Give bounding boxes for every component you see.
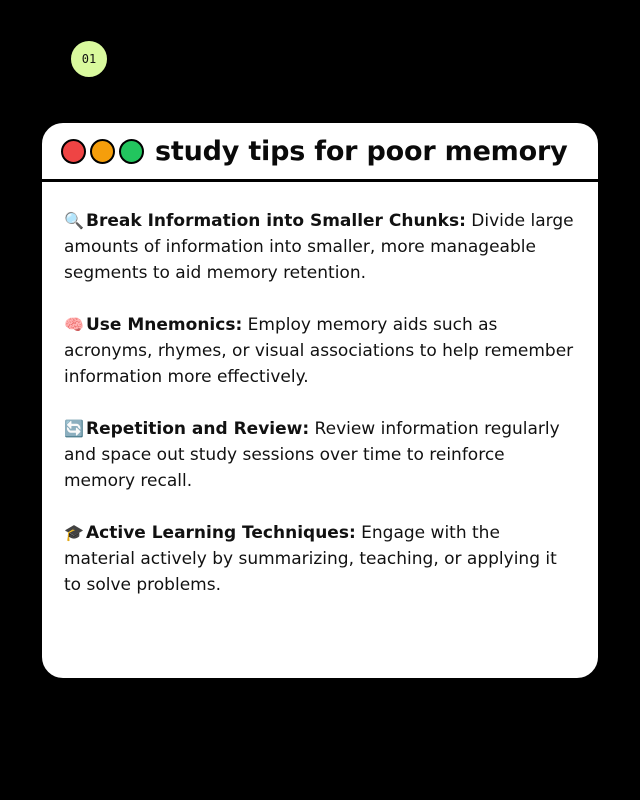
page-number-badge xyxy=(69,39,109,79)
tip-heading: Use Mnemonics: xyxy=(86,315,243,335)
tip-item xyxy=(64,520,576,598)
tip-heading: Break Information into Smaller Chunks: xyxy=(86,211,466,231)
tips-list xyxy=(42,182,598,598)
repeat-arrows-icon: 🔄 xyxy=(64,419,84,438)
green-dot xyxy=(119,139,144,164)
tip-item xyxy=(64,208,576,286)
tip-text: Review information regularly and space out study sessions over time to reinforce memory recall. xyxy=(64,419,560,491)
tip-text: Divide large amounts of information into smaller, more manageable segments to aid memory retention. xyxy=(64,211,574,283)
graduation-cap-icon: 🎓 xyxy=(64,523,84,542)
card-header xyxy=(42,123,598,182)
tip-item xyxy=(64,416,576,494)
red-dot xyxy=(61,139,86,164)
study-tips-card xyxy=(39,120,601,681)
page-number: 01 xyxy=(81,52,97,66)
tip-text: Employ memory aids such as acronyms, rhymes, or visual associations to help remember information more effectively. xyxy=(64,315,574,387)
tip-heading: Repetition and Review: xyxy=(86,419,310,439)
magnifying-glass-icon: 🔍 xyxy=(64,211,84,230)
tip-item xyxy=(64,312,576,390)
tip-heading: Active Learning Techniques: xyxy=(86,523,356,543)
window-controls xyxy=(61,139,144,164)
card-title: study tips for poor memory xyxy=(155,135,568,167)
tip-text: Engage with the material actively by summarizing, teaching, or applying it to solve problems. xyxy=(64,523,557,595)
brain-icon: 🧠 xyxy=(64,315,84,334)
yellow-dot xyxy=(90,139,115,164)
